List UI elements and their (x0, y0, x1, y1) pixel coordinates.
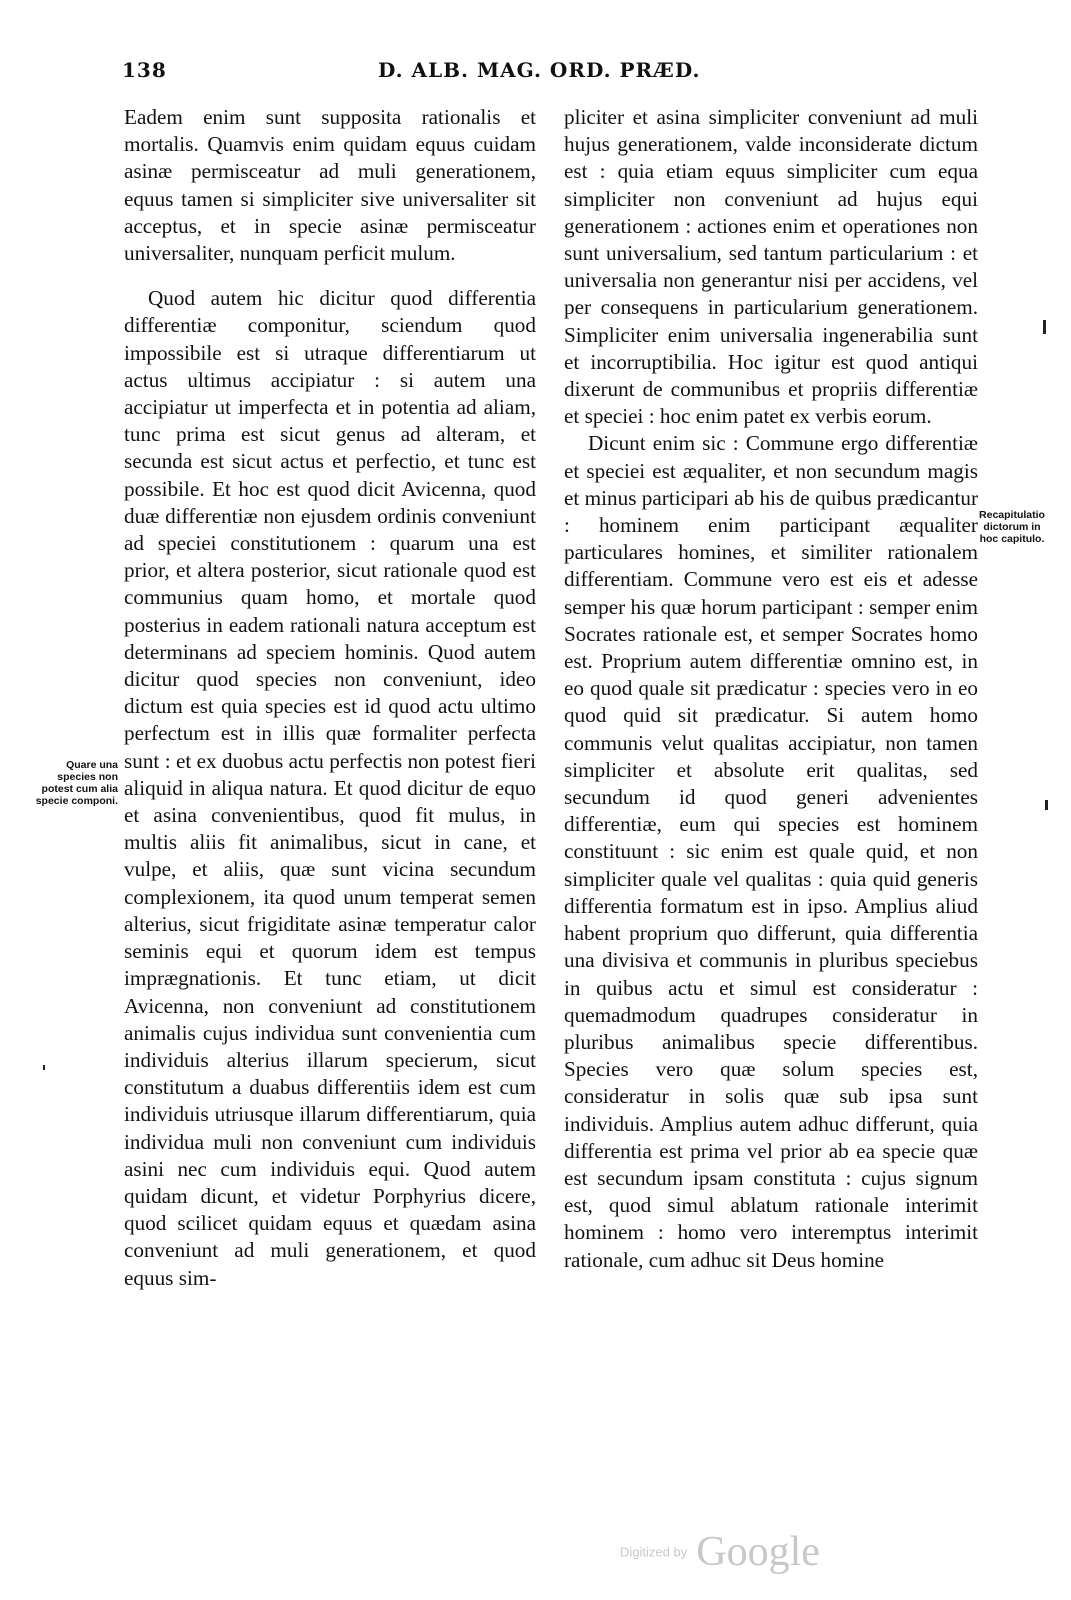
left-marginal-note: Quare una species non potest cum alia specie componi. (35, 759, 118, 807)
right-marginal-note: Recapitulatio dictorum in hoc capitulo. (979, 509, 1045, 545)
right-column (564, 104, 978, 1274)
scan-mark (1043, 320, 1046, 334)
digitized-footer (620, 1528, 820, 1578)
right-paragraph-1: pliciter et asina simpliciter conveniunt ad muli hujus generationem, valde inconsiderate dictum est : quia etiam equus simpliciter cum equa simpliciter non conveniunt ad hujus equi generationem : actiones enim et operationes non sunt universalium, sed tantum particularium : et universalia non generantur nisi per accidens, vel per consequens in particularium generationem. Simpliciter enim universalia ingenerabilia sunt et incorruptibilia. Hoc igitur est quod antiqui dixerunt de communibus et propriis differentiæ et speciei : hoc enim patet ex verbis eorum. (564, 105, 978, 429)
google-logo: Google (696, 1529, 820, 1575)
scan-mark (1045, 800, 1048, 810)
digitized-by-label: Digitized by (620, 1544, 688, 1560)
left-paragraph-1: Eadem enim sunt supposita rationalis et mortalis. Quamvis enim quidam equus cuidam asinæ permisceatur ad muli generationem, equus tamen si simpliciter sive universaliter sit acceptus, et in specie asinæ permisceatur universaliter, nunquam perficit mulum. (124, 105, 536, 266)
right-paragraph-2: Dicunt enim sic : Commune ergo differentiæ et speciei est æqualiter, et non secundum magis et minus participari ab his de quibus prædicantur : hominem enim participant æqualiter particulares homines, et similiter rationalem differentiam. Commune vero est eis et adesse semper his quæ horum participant : semper enim Socrates rationale est, et semper Socrates homo est. Proprium autem differentiæ omnino est, in eo quod quale sit prædicatur : species vero in eo quod quid sit prædicatur. Si autem homo communis velut qualitas accipiatur, non tamen simpliciter et absolute erit qualitas, sed secundum id quod generi advenientes differentiæ, eum qui species est hominem constituunt : sic enim est quale quid, et non simpliciter quale vel qualitas : quia quid generis differentia formatum est in ipso. Amplius aliud habent proprium quo differunt, quia differentia una divisiva et communis in pluribus speciebus in quibus actu et simul est consideratur : quemadmodum quadrupes consideratur in pluribus animalibus specie differentibus. Species vero quæ solum species est, consideratur in solis quæ sub ipsa sunt individuis. Amplius autem adhuc differunt, quia differentia est prima vel prior ab ea specie quæ est secundum ipsam constituta : cujus signum est, quod simul ablatum rationale interimit hominem : homo vero interemptus interimit rationale, cum adhuc sit Deus homine (564, 431, 978, 1272)
running-head: D. ALB. MAG. ORD. PRÆD. (378, 58, 701, 82)
left-paragraph-2: Quod autem hic dicitur quod differentia differentiæ componitur, sciendum quod impossibile est si utraque differentiarum ut actus ultimus accipiatur : si autem una accipiatur ut imperfecta et in potentia ad aliam, tunc prima est sicut genus ad alteram, et secunda est sicut actus et perfectio, et tunc est possibile. Et hoc est quod dicit Avicenna, quod duæ differentiæ non ejusdem ordinis conveniunt ad speciei constitutionem : quarum una est prior, et altera posterior, sicut rationale quod est communius quam homo, et mortale quod posterius in eadem rationali natura acceptum est determinans ad speciem hominis. Quod autem dicitur quod species non conveniunt, ideo dictum est quia species est id quod actu ultimo perfectum est in illis quæ formaliter perfecta sunt : et ex duobus actu perfectis non potest fieri aliquid in aliqua natura. Et quod dicitur de equo et asina convenientibus, quod fit mulus, in multis aliis fit animalibus, sicut in cane, et vulpe, et aliis, quæ sunt vicina secundum complexionem, ita quod unum temperat semen alterius, sicut frigiditate asinæ temperatur calor seminis equi et quorum idem est tempus imprægnationis. Et tunc etiam, ut dicit Avicenna, non conveniunt ad constitutionem animalis cujus individua sunt convenientia cum individuis alterius illarum specierum, sicut constitutum a duabus differentiis idem est cum individuis utriusque illarum differentiarum, quia individua muli non conveniunt cum individuis asini nec cum individuis equi. Quod autem quidam dicunt, et videtur Porphyrius dicere, quod scilicet quidam equus et quædam asina conveniunt ad muli generationem, et quod equus sim- (124, 286, 536, 1290)
scan-mark (43, 1065, 45, 1070)
left-column (124, 104, 536, 1292)
page-number: 138 (122, 58, 167, 82)
page-header (122, 58, 974, 88)
